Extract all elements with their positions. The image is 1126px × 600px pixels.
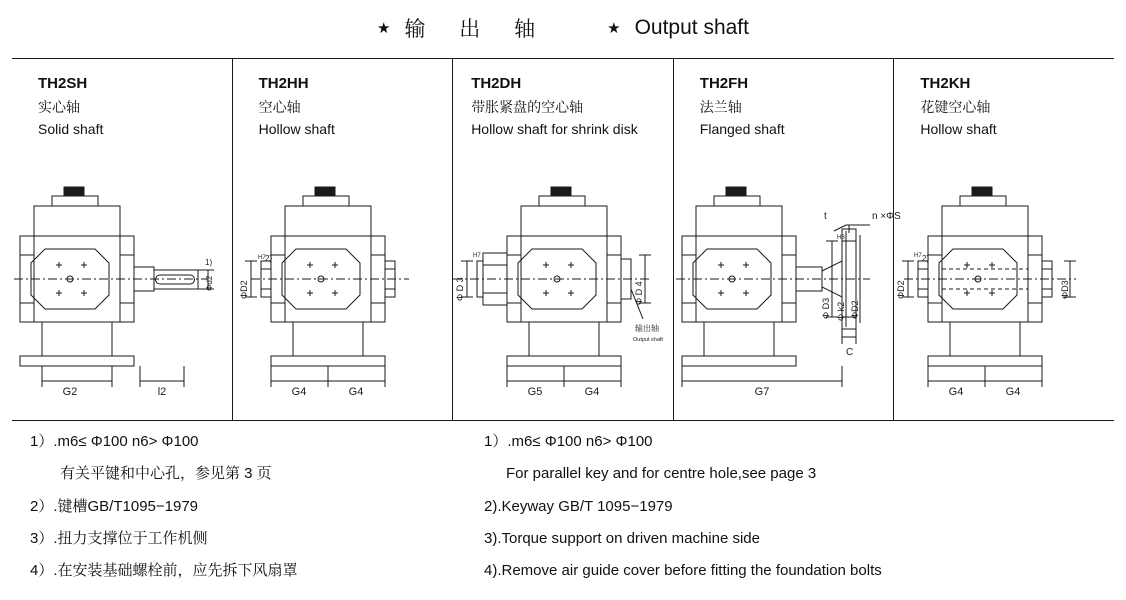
- header-title-en: Output shaft: [634, 16, 749, 39]
- dim-g4-left: G4: [949, 386, 964, 398]
- label-dia-d3: Φ D3: [820, 297, 831, 319]
- dim-g4: G4: [584, 386, 600, 398]
- notes-section: [12, 430, 1114, 590]
- divider-bottom: [12, 420, 1114, 421]
- dim-l2: l2: [157, 386, 167, 398]
- label-note1: 1): [205, 258, 213, 267]
- label-dia-d2: ΦD2: [849, 300, 860, 319]
- column-th2fh: [673, 59, 901, 420]
- label-dia-d4: Φ D 4: [634, 281, 645, 305]
- variant-name-cn: 花键空心轴: [920, 99, 991, 115]
- column-th2sh: [12, 59, 232, 420]
- label-holes: n ×ΦS: [871, 211, 901, 222]
- note-en-4: 4).Remove air guide cover before fitting the foundation bolts: [484, 562, 882, 579]
- dim-g7: G7: [754, 386, 770, 398]
- variant-name-en: Hollow shaft: [258, 121, 335, 137]
- variant-name-cn: 带胀紧盘的空心轴: [471, 99, 584, 115]
- drawing-th2fh: [674, 169, 901, 419]
- variant-name-en: Hollow shaft for shrink disk: [471, 121, 638, 137]
- label-sup-h7: H7: [257, 255, 266, 261]
- label-sup-h8: H8: [836, 235, 845, 241]
- header-english-group: [607, 16, 749, 40]
- label-c: C: [845, 347, 854, 358]
- variant-name-cn: 空心轴: [258, 99, 301, 115]
- label-dia-d2: Φd2: [205, 275, 214, 291]
- dim-g4-right: G4: [348, 386, 363, 398]
- variant-name-cn: 法兰轴: [699, 99, 742, 115]
- label-note2: 2): [922, 254, 930, 263]
- note-cn-4: 4）.在安装基础螺栓前，应先拆下风扇罩: [30, 562, 298, 579]
- variant-name-en: Hollow shaft: [920, 121, 997, 137]
- note-en-2: 2).Keyway GB/T 1095−1979: [484, 497, 673, 515]
- note-en-1b: For parallel key and for centre hole,see page 3: [506, 465, 817, 483]
- note-en-3: 3).Torque support on driven machine side: [484, 529, 760, 547]
- label-dia-k2: Φ k2: [835, 301, 846, 321]
- variant-code: TH2FH: [699, 75, 749, 92]
- variant-name-cn: 实心轴: [38, 99, 80, 115]
- note-cn-1: 1）.m6≤ Φ100 n6> Φ100: [30, 433, 199, 450]
- callout-cn: 输出轴: [635, 324, 660, 333]
- variant-code: TH2SH: [38, 75, 88, 92]
- variant-name-en: Flanged shaft: [699, 121, 785, 137]
- variant-name-en: Solid shaft: [38, 121, 104, 137]
- column-th2kh: [893, 59, 1114, 420]
- label-t: t: [823, 211, 827, 222]
- label-note2: 2): [264, 254, 272, 263]
- label-dia-d3: Φ D 3: [455, 277, 466, 301]
- label-dia-d2: ΦD2: [896, 280, 907, 299]
- dim-g4-right: G4: [1006, 386, 1021, 398]
- label-sup-h7: H7: [473, 253, 481, 259]
- note-en-1: 1）.m6≤ Φ100 n6> Φ100: [484, 433, 653, 450]
- dim-g5: G5: [527, 386, 543, 398]
- note-cn-3: 3）.扭力支撑位于工作机侧: [30, 529, 208, 547]
- note-cn-2: 2）.键槽GB/T1095−1979: [30, 497, 199, 515]
- variant-code: TH2HH: [258, 75, 309, 92]
- drawing-th2kh: [894, 169, 1114, 419]
- notes-chinese: [30, 430, 500, 591]
- header-title-cn: 输 出 轴: [404, 18, 550, 41]
- variant-code: TH2KH: [920, 75, 971, 92]
- drawing-th2hh: [233, 169, 453, 419]
- notes-english: [484, 430, 1124, 591]
- dim-g4-left: G4: [291, 386, 306, 398]
- note-cn-1b: 有关平键和中心孔，参见第 3 页: [60, 465, 272, 483]
- column-th2dh: [452, 59, 673, 420]
- header-chinese-group: [377, 13, 549, 43]
- drawing-th2sh: [12, 169, 232, 419]
- dim-g2: G2: [62, 386, 78, 398]
- variant-columns: [12, 59, 1114, 420]
- label-dia-d3: ΦD3: [1060, 280, 1071, 299]
- callout-en: Output shaft: [633, 337, 664, 343]
- label-dia-d2: ΦD2: [238, 280, 249, 299]
- column-th2hh: [232, 59, 453, 420]
- page-header: [0, 8, 1126, 48]
- drawing-th2dh: [453, 169, 673, 419]
- label-sup-h7: H7: [914, 253, 923, 259]
- variant-code: TH2DH: [471, 75, 522, 92]
- star-icon: ★: [377, 19, 391, 37]
- star-icon-2: ★: [607, 19, 621, 37]
